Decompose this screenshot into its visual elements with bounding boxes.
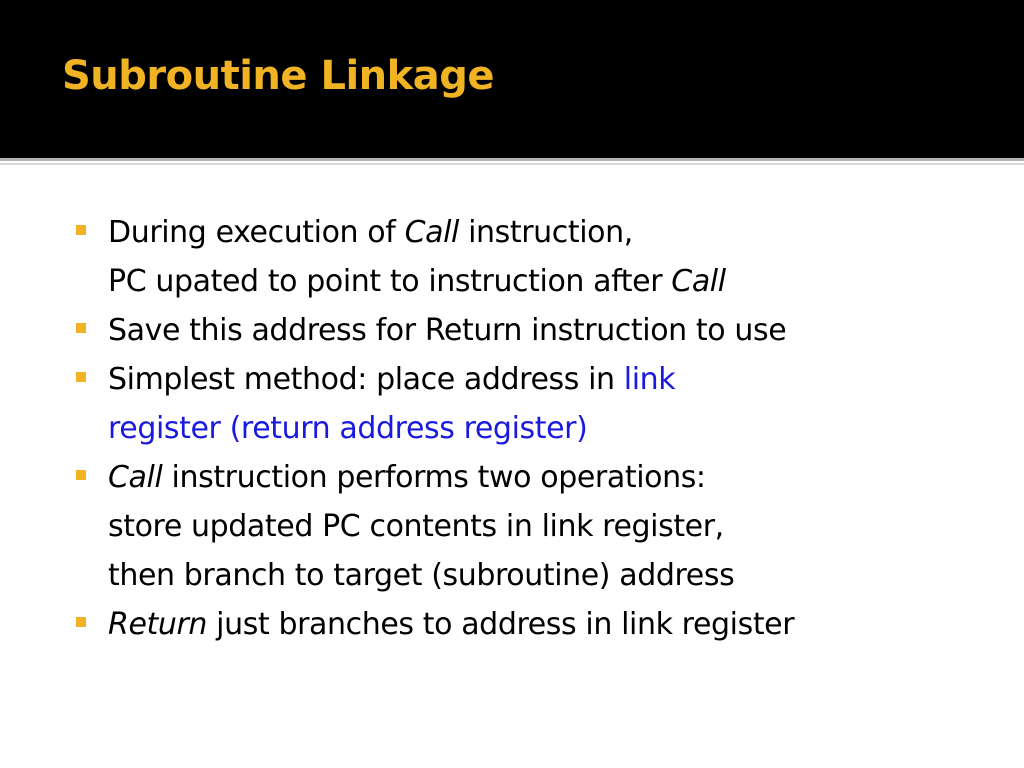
bullet-item-simplest-method bbox=[70, 355, 1000, 453]
title-bar bbox=[0, 0, 1024, 158]
bullet-text-italic: Return bbox=[108, 607, 208, 642]
bullet-line bbox=[108, 453, 1000, 502]
bullet-line bbox=[108, 551, 1000, 600]
bullet-text: PC upated to point to instruction after bbox=[108, 264, 672, 299]
bullet-text: then branch to target (subroutine) address bbox=[108, 558, 735, 593]
bullet-line bbox=[108, 355, 1000, 404]
bullet-text-italic: Call bbox=[108, 460, 163, 495]
bullet-text: instruction, bbox=[458, 215, 633, 250]
bullet-text: store updated PC contents in link register, bbox=[108, 509, 724, 544]
bullet-text-highlight: link bbox=[623, 362, 676, 397]
square-bullet-icon bbox=[76, 225, 86, 235]
bullet-line bbox=[108, 502, 1000, 551]
bullet-text: just branches to address in link register bbox=[207, 607, 795, 642]
square-bullet-icon bbox=[76, 323, 86, 333]
title-divider bbox=[0, 158, 1024, 161]
bullet-item-call-operations bbox=[70, 453, 1000, 600]
square-bullet-icon bbox=[76, 470, 86, 480]
square-bullet-icon bbox=[76, 372, 86, 382]
bullet-text-italic: Call bbox=[671, 264, 726, 299]
bullet-line bbox=[108, 600, 1000, 649]
bullet-text-italic: Call bbox=[404, 215, 459, 250]
bullet-item-return bbox=[70, 600, 1000, 649]
bullet-text: instruction performs two operations: bbox=[162, 460, 706, 495]
bullet-line bbox=[108, 257, 1000, 306]
bullet-text: During execution of bbox=[108, 215, 405, 250]
bullet-text-highlight: register (return address register) bbox=[108, 411, 588, 446]
slide-title: Subroutine Linkage bbox=[62, 53, 494, 99]
bullet-text: Save this address for Return instruction to use bbox=[108, 313, 787, 348]
bullet-list bbox=[70, 208, 1000, 649]
bullet-item-save-address bbox=[70, 306, 1000, 355]
bullet-item-call-execution bbox=[70, 208, 1000, 306]
bullet-line bbox=[108, 208, 1000, 257]
bullet-text: Simplest method: place address in bbox=[108, 362, 624, 397]
title-divider-secondary bbox=[0, 163, 1024, 165]
bullet-line bbox=[108, 306, 1000, 355]
bullet-line bbox=[108, 404, 1000, 453]
square-bullet-icon bbox=[76, 617, 86, 627]
